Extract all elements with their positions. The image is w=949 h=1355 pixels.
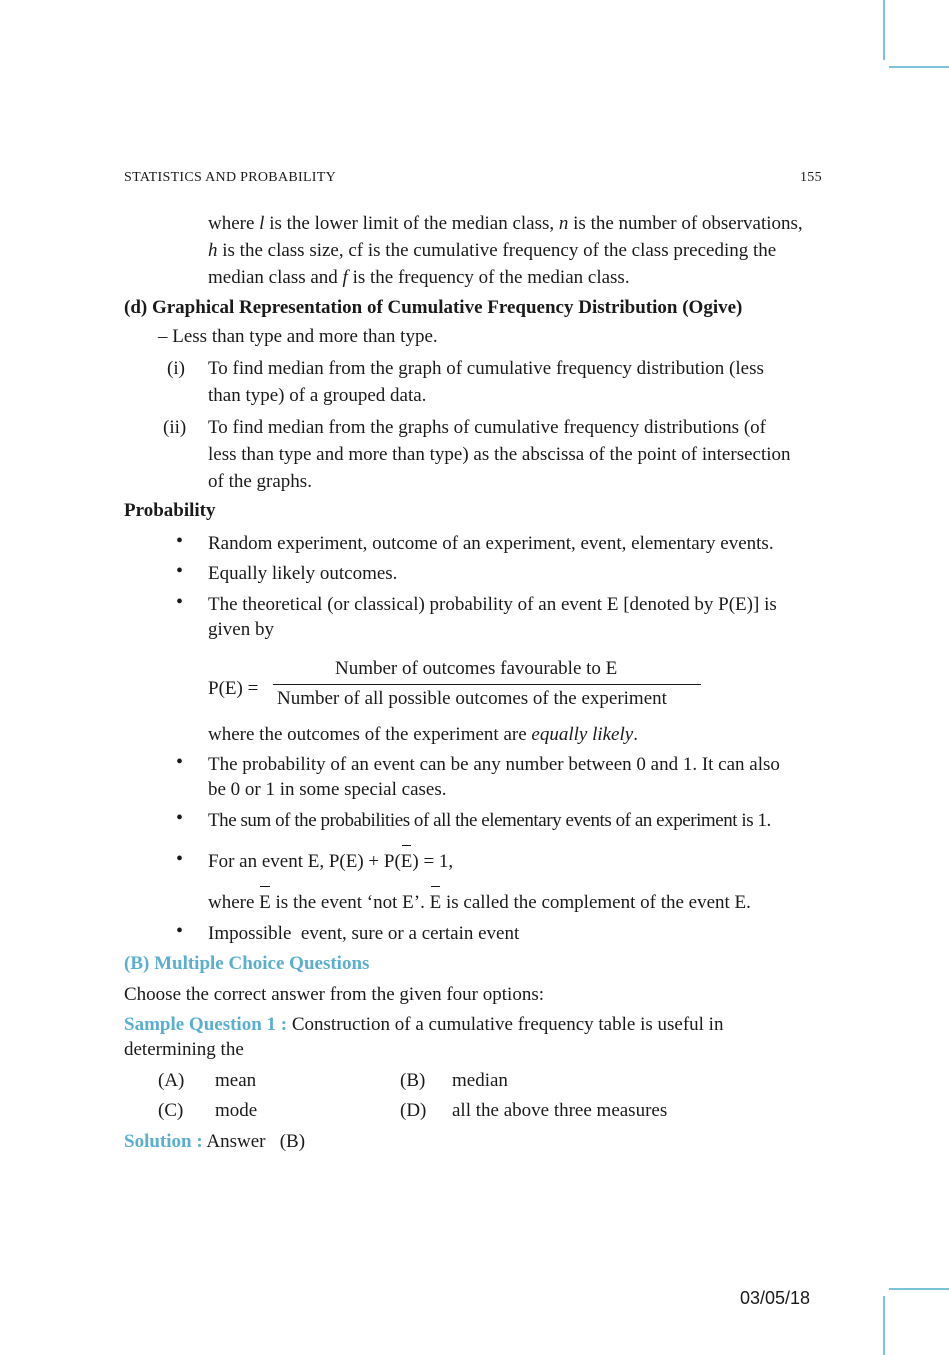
- ogive-item-2-line-2: less than type and more than type) as the abscissa of the point of intersection: [208, 444, 791, 465]
- corner-mark-top-horizontal: [889, 66, 949, 68]
- probability-bullet-4-line-1: The probability of an event can be any number between 0 and 1. It can also: [208, 754, 780, 775]
- bullet-dot: •: [176, 920, 184, 942]
- probability-bullet-4-line-2: be 0 or 1 in some special cases.: [208, 779, 447, 800]
- mcq-instruction: Choose the correct answer from the given four options:: [124, 984, 544, 1005]
- bullet-dot: •: [176, 807, 184, 829]
- probability-bullet-6: For an event E, P(E) + P(E) = 1,: [208, 848, 453, 875]
- ogive-item-marker-2: (ii): [163, 417, 187, 438]
- solution-line: Solution : Answer (B): [124, 1131, 306, 1152]
- sample-question-line-1: Sample Question 1 : Construction of a cumulative frequency table is useful in: [124, 1014, 724, 1035]
- ogive-subtitle: – Less than type and more than type.: [158, 326, 438, 347]
- formula-denominator: Number of all possible outcomes of the experiment: [277, 688, 667, 709]
- ogive-item-marker-1: (i): [167, 358, 185, 379]
- complement-e-symbol: E: [259, 889, 271, 916]
- sample-question-label: Sample Question 1 :: [124, 1014, 288, 1035]
- running-header-title: STATISTICS AND PROBABILITY: [124, 170, 337, 185]
- bullet-dot: •: [176, 751, 184, 773]
- median-note-line-1: where l is the lower limit of the median class, n is the number of observations,: [208, 213, 803, 234]
- complement-e-symbol: E: [430, 889, 442, 916]
- complement-e-symbol: E: [401, 848, 413, 875]
- formula-note: where the outcomes of the experiment are equally likely.: [208, 724, 638, 745]
- corner-mark-bottom-vertical: [883, 1296, 885, 1355]
- page-number: 155: [800, 170, 822, 185]
- bullet-dot: •: [176, 560, 184, 582]
- probability-bullet-7: Impossible event, sure or a certain event: [208, 923, 520, 944]
- option-d-letter: (D): [400, 1100, 427, 1121]
- complement-note: where E is the event ‘not E’. E is called the complement of the event E.: [208, 889, 824, 916]
- probability-bullet-3: The theoretical (or classical) probability of an event E [denoted by P(E)] is: [208, 594, 777, 615]
- option-d-text: all the above three measures: [452, 1100, 668, 1121]
- mcq-heading: (B) Multiple Choice Questions: [124, 953, 370, 974]
- option-c-letter: (C): [158, 1100, 184, 1121]
- option-c-text: mode: [215, 1100, 258, 1121]
- formula-numerator: Number of outcomes favourable to E: [335, 658, 618, 679]
- ogive-item-2-line-1: To find median from the graphs of cumulative frequency distributions (of: [208, 417, 766, 438]
- ogive-heading: (d) Graphical Representation of Cumulative Frequency Distribution (Ogive): [124, 297, 743, 318]
- corner-mark-bottom-horizontal: [889, 1288, 949, 1290]
- probability-bullet-3-cont: given by: [208, 619, 274, 640]
- bullet-dot: •: [176, 848, 184, 870]
- bullet-dot: •: [176, 530, 184, 552]
- option-b-text: median: [452, 1070, 508, 1091]
- option-a-text: mean: [215, 1070, 257, 1091]
- probability-bullet-2: Equally likely outcomes.: [208, 563, 398, 584]
- probability-bullet-5: The sum of the probabilities of all the elementary events of an experiment is 1.: [208, 810, 771, 831]
- bullet-dot: •: [176, 591, 184, 613]
- formula-lhs: P(E) =: [208, 678, 259, 699]
- probability-heading: Probability: [124, 500, 216, 521]
- solution-label: Solution :: [124, 1131, 203, 1152]
- ogive-item-1-line-1: To find median from the graph of cumulative frequency distribution (less: [208, 358, 764, 379]
- corner-mark-top-vertical: [883, 0, 885, 60]
- option-b-letter: (B): [400, 1070, 426, 1091]
- median-note-line-3: median class and f is the frequency of the median class.: [208, 267, 630, 288]
- ogive-item-2-line-3: of the graphs.: [208, 471, 312, 492]
- option-a-letter: (A): [158, 1070, 185, 1091]
- footer-date: 03/05/18: [740, 1288, 811, 1308]
- sample-question-line-2: determining the: [124, 1039, 244, 1060]
- probability-bullet-1: Random experiment, outcome of an experiment, event, elementary events.: [208, 533, 774, 554]
- median-note-line-2: h is the class size, cf is the cumulative frequency of the class preceding the: [208, 240, 777, 261]
- ogive-item-1-line-2: than type) of a grouped data.: [208, 385, 427, 406]
